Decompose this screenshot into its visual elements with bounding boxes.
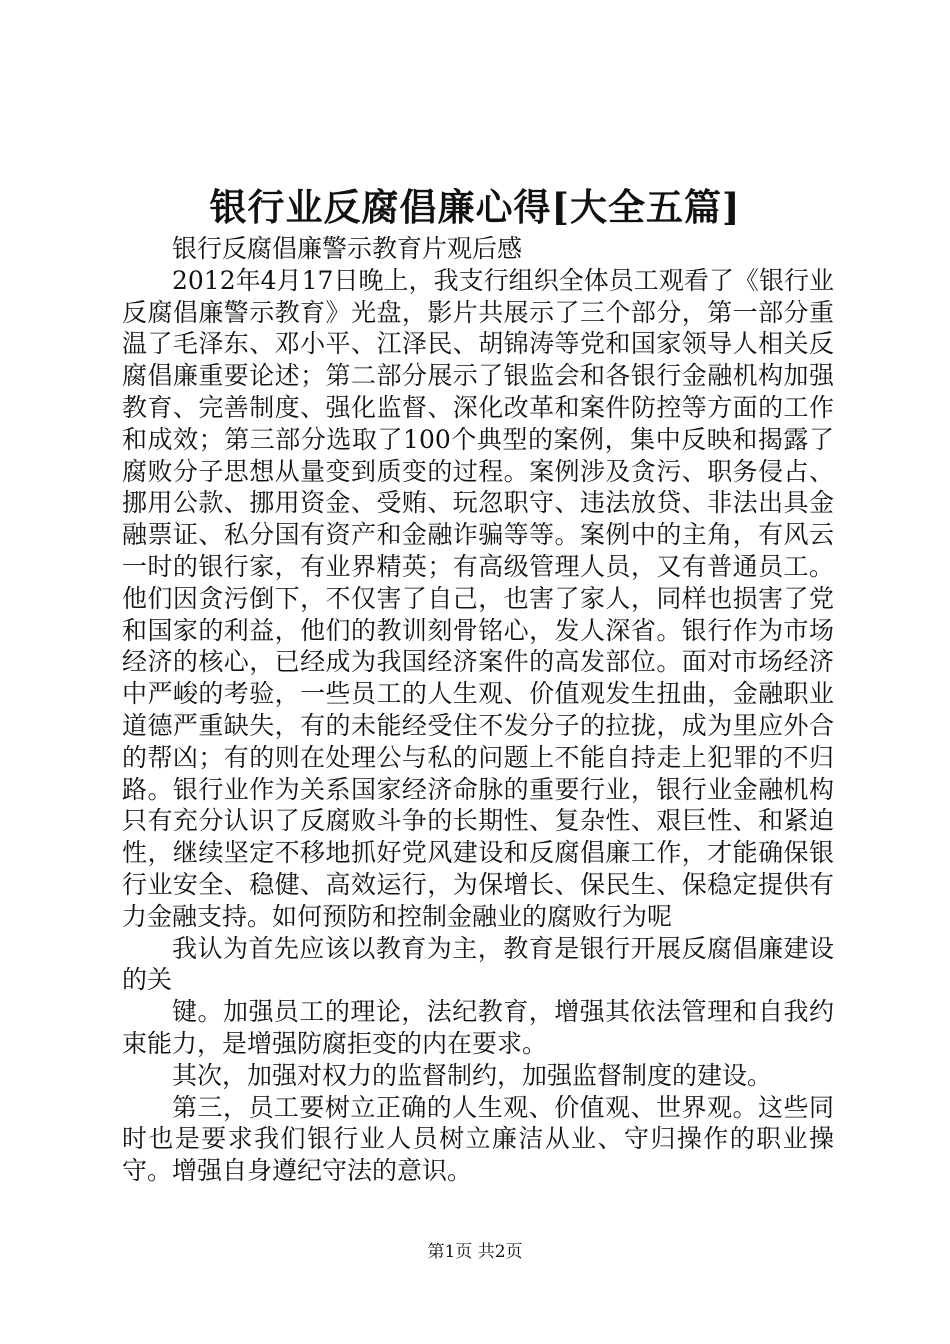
page-footer: 第1页 共2页	[427, 1242, 523, 1262]
paragraph-third-point: 第三，员工要树立正确的人生观、价值观、世界观。这些同时也是要求我们银行业人员树立廉洁从业、守归操作的职业操守。增强自身遵纪守法的意识。	[122, 1092, 834, 1186]
document-body	[122, 233, 834, 1187]
paragraph-second-point: 其次，加强对权力的监督制约，加强监督制度的建设。	[172, 1060, 773, 1090]
document-title: 银行业反腐倡廉心得[大全五篇]	[209, 185, 741, 229]
paragraph-main: 2012年4月17日晚上，我支行组织全体员工观看了《银行业反腐倡廉警示教育》光盘，影片共展示了三个部分，第一部分重温了毛泽东、邓小平、江泽民、胡锦涛等党和国家领导人相关反腐倡廉重要论述；第二部分展示了银监会和各银行金融机构加强教育、完善制度、强化监督、深化改革和案件防控等方面的工作和成效；第三部分选取了100个典型的案例，集中反映和揭露了腐败分子思想从量变到质变的过程。案例涉及贪污、职务侵占、挪用公款、挪用资金、受贿、玩忽职守、违法放贷、非法出具金融票证、私分国有资产和金融诈骗等等。案例中的主角，有风云一时的银行家，有业界精英；有高级管理人员，又有普通员工。他们因贪污倒下，不仅害了自己，也害了家人，同样也损害了党和国家的利益，他们的教训刻骨铭心，发人深省。银行作为市场经济的核心，已经成为我国经济案件的高发部位。面对市场经济中严峻的考验，一些员工的人生观、价值观发生扭曲，金融职业道德严重缺失，有的未能经受住不发分子的拉拢，成为里应外合的帮凶；有的则在处理公与私的问题上不能自持走上犯罪的不归路。银行业作为关系国家经济命脉的重要行业，银行业金融机构只有充分认识了反腐败斗争的长期性、复杂性、艰巨性、和紧迫性，继续坚定不移地抓好党风建设和反腐倡廉工作，才能确保银行业安全、稳健、高效运行，为保增长、保民生、保稳定提供有力金融支持。如何预防和控制金融业的腐败行为呢	[122, 265, 834, 931]
paragraph-first-point-continued: 键。加强员工的理论，法纪教育，增强其依法管理和自我约束能力，是增强防腐拒变的内在要求。	[122, 997, 834, 1058]
paragraph-first-point: 我认为首先应该以教育为主，教育是银行开展反腐倡廉建设的关	[122, 933, 834, 995]
paragraph-subtitle: 银行反腐倡廉警示教育片观后感	[172, 234, 523, 263]
